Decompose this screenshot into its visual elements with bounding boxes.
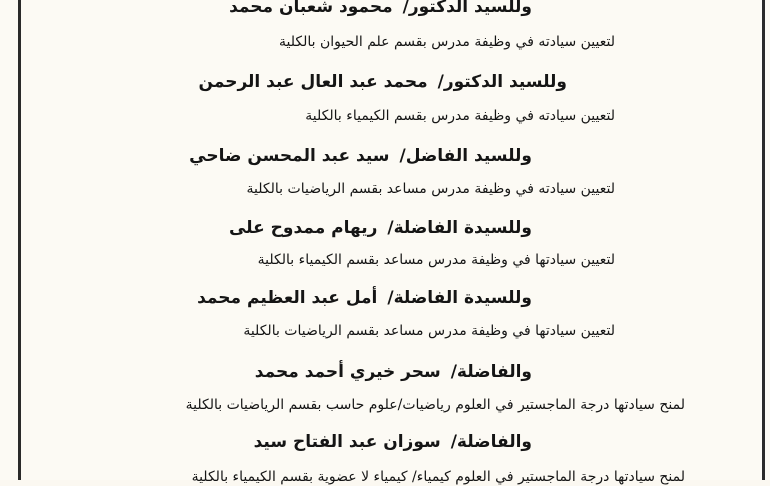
entry-name-line: [229, 0, 532, 17]
entry-title: وللسيد الفاضل/: [399, 146, 532, 166]
entry-name-line: [199, 72, 567, 92]
page-border-left: [18, 0, 21, 480]
entry-description: لتعيين سيادته في وظيفة مدرس بقسم الكيمياء بالكلية: [305, 108, 615, 124]
entry-title: وللسيد الدكتور/: [402, 0, 532, 17]
entry-description: لمنح سيادتها درجة الماجستير في العلوم رياضيات/علوم حاسب بقسم الرياضيات بالكلية: [185, 397, 685, 413]
entry-person-name: محمود شعبان محمد: [229, 0, 393, 17]
entry-title: والفاضلة/: [450, 432, 532, 452]
entry-person-name: أمل عبد العظيم محمد: [197, 288, 378, 308]
entry-description: لمنح سيادتها درجة الماجستير في العلوم كيمياء/ كيمياء لا عضوية بقسم الكيمياء بالكلية: [191, 469, 685, 485]
page-border-right: [762, 0, 765, 480]
entry-description: لتعيين سيادتها في وظيفة مدرس مساعد بقسم الرياضيات بالكلية: [243, 323, 615, 339]
entry-name-line: [254, 432, 532, 452]
entry-person-name: سحر خيري أحمد محمد: [254, 362, 441, 382]
entry-title: وللسيدة الفاضلة/: [387, 288, 532, 308]
entry-title: والفاضلة/: [450, 362, 532, 382]
entry-name-line: [229, 218, 532, 238]
entry-name-line: [189, 146, 532, 166]
entry-name-line: [197, 288, 532, 308]
entry-description: لتعيين سيادتها في وظيفة مدرس مساعد بقسم الكيمياء بالكلية: [257, 252, 615, 268]
entry-title: وللسيد الدكتور/: [437, 72, 567, 92]
entry-person-name: سوزان عبد الفتاح سيد: [253, 432, 441, 452]
entry-person-name: محمد عبد العال عبد الرحمن: [198, 72, 428, 92]
entry-person-name: ريهام ممدوح على: [228, 218, 378, 238]
entry-description: لتعيين سيادته في وظيفة مدرس بقسم علم الحيوان بالكلية: [278, 34, 615, 50]
entry-person-name: سيد عبد المحسن ضاحي: [189, 146, 390, 166]
entry-title: وللسيدة الفاضلة/: [387, 218, 532, 238]
entry-name-line: [255, 362, 532, 382]
entry-description: لتعيين سيادته في وظيفة مدرس مساعد بقسم الرياضيات بالكلية: [246, 181, 615, 197]
